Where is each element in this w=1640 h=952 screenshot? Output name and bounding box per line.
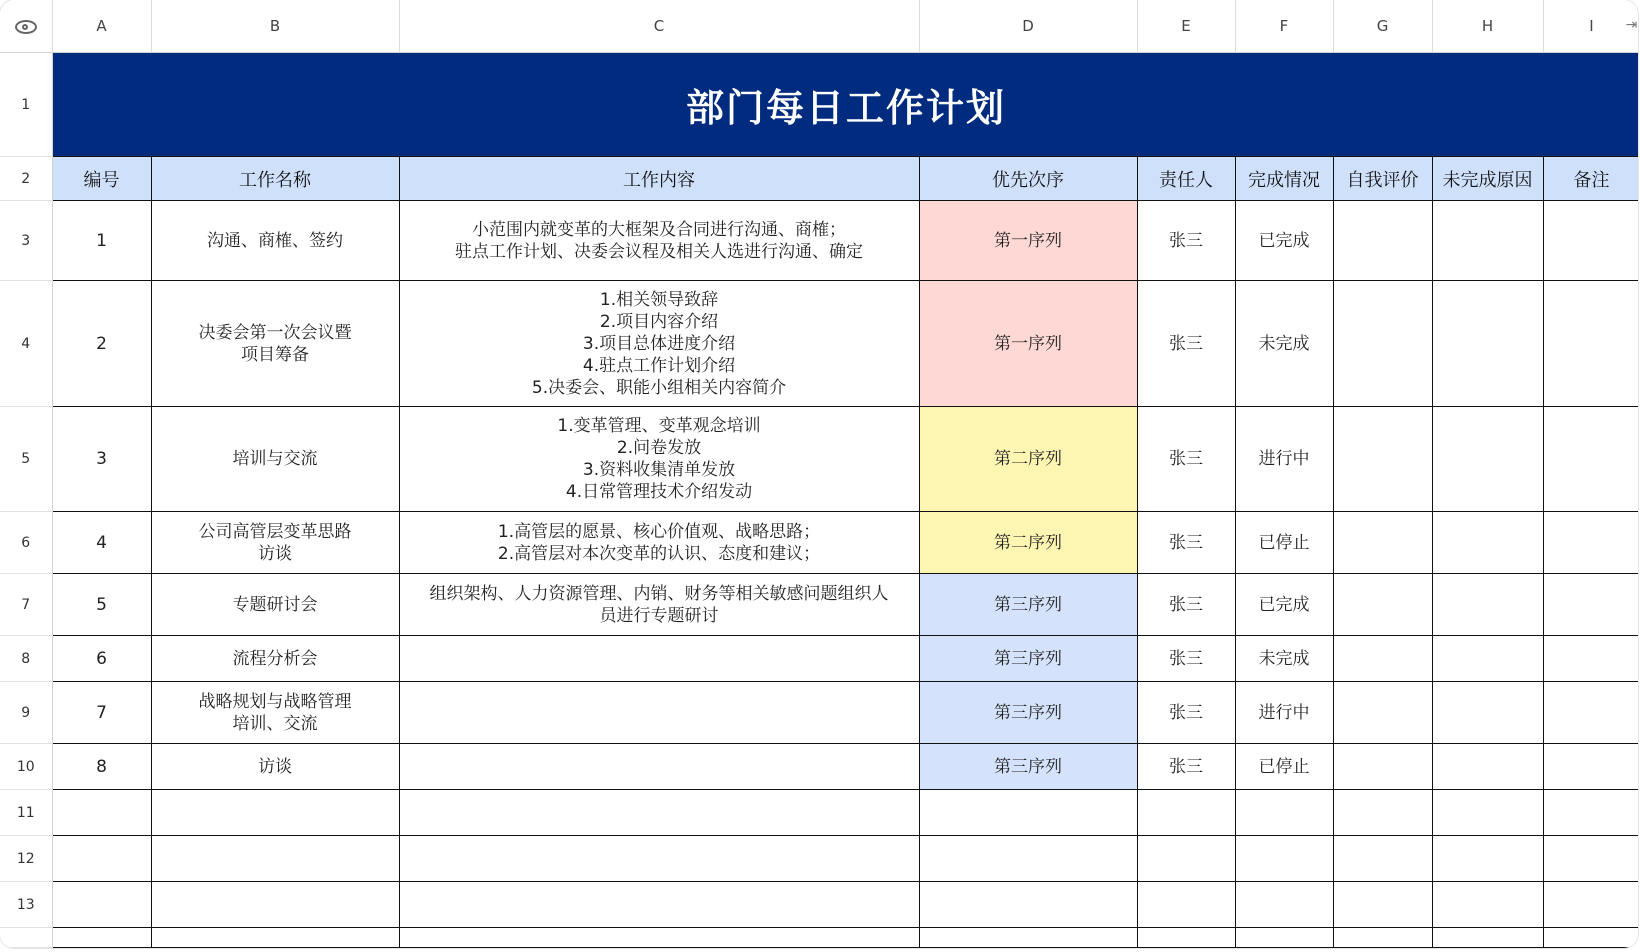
eye-icon[interactable] [15,20,37,34]
cell-number[interactable]: 2 [52,281,151,407]
cell-status[interactable]: 已完成 [1235,201,1333,281]
cell-task-content[interactable] [399,744,919,790]
column-header-g[interactable]: G [1333,0,1432,53]
cell-notes[interactable] [1543,682,1638,744]
header-row [0,157,1638,201]
cell-self-evaluation[interactable] [1333,636,1432,682]
cell-notes[interactable] [1543,512,1638,574]
sheet-title[interactable]: 部门每日工作计划 [52,53,1638,157]
cell-priority[interactable]: 第一序列 [919,201,1137,281]
empty-cell[interactable] [1543,836,1638,882]
column-header-d[interactable]: D [919,0,1137,53]
select-all-corner[interactable] [0,0,52,53]
cell-priority[interactable]: 第二序列 [919,512,1137,574]
empty-cell[interactable] [919,882,1137,928]
column-header-row [0,0,1638,53]
column-header-h[interactable]: H [1432,0,1543,53]
empty-cell[interactable] [52,836,151,882]
row-header-11[interactable]: 11 [0,790,52,836]
cell-number[interactable]: 4 [52,512,151,574]
empty-cell[interactable] [1543,882,1638,928]
header-status[interactable]: 完成情况 [1235,157,1333,201]
cell-incomplete-reason[interactable] [1432,574,1543,636]
cell-number[interactable]: 3 [52,407,151,512]
cell-status[interactable]: 已完成 [1235,574,1333,636]
cell-status[interactable]: 未完成 [1235,281,1333,407]
cell-incomplete-reason[interactable] [1432,201,1543,281]
cell-task-name[interactable]: 流程分析会 [151,636,399,682]
empty-cell[interactable] [52,790,151,836]
table-row [0,201,1638,281]
cell-owner[interactable]: 张三 [1137,281,1235,407]
cell-self-evaluation[interactable] [1333,512,1432,574]
cell-self-evaluation[interactable] [1333,574,1432,636]
column-header-b[interactable]: B [151,0,399,53]
empty-cell[interactable] [399,790,919,836]
empty-cell[interactable] [151,790,399,836]
table-row [0,636,1638,682]
title-row [0,53,1638,157]
empty-cell[interactable] [399,836,919,882]
table-row [0,512,1638,574]
column-header-a[interactable]: A [52,0,151,53]
empty-cell[interactable] [1333,836,1432,882]
cell-owner[interactable]: 张三 [1137,407,1235,512]
empty-cell[interactable] [52,882,151,928]
cell-notes[interactable] [1543,574,1638,636]
empty-cell[interactable] [919,836,1137,882]
cell-owner[interactable]: 张三 [1137,636,1235,682]
column-header-e[interactable]: E [1137,0,1235,53]
cell-incomplete-reason[interactable] [1432,281,1543,407]
empty-cell[interactable] [1432,790,1543,836]
empty-cell[interactable] [1333,882,1432,928]
cell-task-name[interactable]: 培训与交流 [151,407,399,512]
empty-cell[interactable] [399,928,919,948]
table-row [0,407,1638,512]
cell-notes[interactable] [1543,636,1638,682]
cell-owner[interactable]: 张三 [1137,574,1235,636]
cell-number[interactable]: 5 [52,574,151,636]
empty-row [0,790,1638,836]
cell-status[interactable]: 已停止 [1235,744,1333,790]
empty-cell[interactable] [1137,790,1235,836]
cell-task-name[interactable]: 专题研讨会 [151,574,399,636]
empty-cell[interactable] [1235,836,1333,882]
cell-incomplete-reason[interactable] [1432,636,1543,682]
empty-cell[interactable] [1235,928,1333,948]
row-header-13[interactable]: 13 [0,882,52,928]
cell-self-evaluation[interactable] [1333,744,1432,790]
cell-task-name[interactable]: 决委会第一次会议暨 项目筹备 [151,281,399,407]
row-header-partial[interactable] [0,928,52,948]
empty-cell[interactable] [399,882,919,928]
cell-owner[interactable]: 张三 [1137,201,1235,281]
cell-priority[interactable]: 第三序列 [919,636,1137,682]
header-notes[interactable]: 备注 [1543,157,1638,201]
empty-cell[interactable] [1432,836,1543,882]
empty-cell[interactable] [1137,882,1235,928]
cell-owner[interactable]: 张三 [1137,512,1235,574]
empty-cell[interactable] [1235,790,1333,836]
cell-notes[interactable] [1543,201,1638,281]
cell-self-evaluation[interactable] [1333,201,1432,281]
column-header-f[interactable]: F [1235,0,1333,53]
empty-cell[interactable] [1235,882,1333,928]
row-header-6[interactable]: 6 [0,512,52,574]
cell-priority[interactable]: 第三序列 [919,682,1137,744]
empty-cell[interactable] [919,928,1137,948]
row-header-5[interactable]: 5 [0,407,52,512]
empty-cell[interactable] [151,836,399,882]
cell-priority[interactable]: 第一序列 [919,281,1137,407]
cell-self-evaluation[interactable] [1333,407,1432,512]
cell-status[interactable]: 已停止 [1235,512,1333,574]
cell-owner[interactable]: 张三 [1137,682,1235,744]
empty-cell[interactable] [1543,790,1638,836]
empty-cell[interactable] [52,928,151,948]
cell-notes[interactable] [1543,407,1638,512]
header-incomplete-reason[interactable]: 未完成原因 [1432,157,1543,201]
row-header-12[interactable]: 12 [0,836,52,882]
cell-incomplete-reason[interactable] [1432,744,1543,790]
cell-task-content[interactable]: 1.高管层的愿景、核心价值观、战略思路； 2.高管层对本次变革的认识、态度和建议； [399,512,919,574]
empty-cell[interactable] [1543,928,1638,948]
empty-row [0,836,1638,882]
header-self-evaluation[interactable]: 自我评价 [1333,157,1432,201]
empty-cell[interactable] [151,928,399,948]
column-letter-i: I [1589,17,1594,35]
cell-priority[interactable]: 第三序列 [919,744,1137,790]
partial-row [0,928,1638,948]
column-resize-icon[interactable]: ⇥ [1625,17,1638,33]
cell-task-name[interactable]: 沟通、商榷、签约 [151,201,399,281]
cell-priority[interactable]: 第三序列 [919,574,1137,636]
cell-task-content[interactable]: 小范围内就变革的大框架及合同进行沟通、商榷； 驻点工作计划、决委会议程及相关人选进行沟通、确定 [399,201,919,281]
row-header-3[interactable]: 3 [0,201,52,281]
header-priority[interactable]: 优先次序 [919,157,1137,201]
cell-status[interactable]: 未完成 [1235,636,1333,682]
cell-incomplete-reason[interactable] [1432,407,1543,512]
row-header-7[interactable]: 7 [0,574,52,636]
row-header-9[interactable]: 9 [0,682,52,744]
cell-task-name[interactable]: 公司高管层变革思路 访谈 [151,512,399,574]
table-row [0,574,1638,636]
header-task-content[interactable]: 工作内容 [399,157,919,201]
row-header-4[interactable]: 4 [0,281,52,407]
header-task-name[interactable]: 工作名称 [151,157,399,201]
table-row [0,682,1638,744]
cell-incomplete-reason[interactable] [1432,682,1543,744]
cell-incomplete-reason[interactable] [1432,512,1543,574]
cell-status[interactable]: 进行中 [1235,682,1333,744]
cell-task-name[interactable]: 访谈 [151,744,399,790]
row-header-1[interactable]: 1 [0,53,52,157]
empty-row [0,882,1638,928]
empty-cell[interactable] [1432,882,1543,928]
table-row [0,744,1638,790]
cell-self-evaluation[interactable] [1333,682,1432,744]
cell-task-content[interactable]: 1.变革管理、变革观念培训 2.问卷发放 3.资料收集清单发放 4.日常管理技术介绍发动 [399,407,919,512]
empty-cell[interactable] [1333,790,1432,836]
cell-number[interactable]: 1 [52,201,151,281]
cell-number[interactable]: 6 [52,636,151,682]
cell-number[interactable]: 7 [52,682,151,744]
cell-task-content[interactable] [399,636,919,682]
empty-cell[interactable] [1137,928,1235,948]
row-header-10[interactable]: 10 [0,744,52,790]
cell-priority[interactable]: 第二序列 [919,407,1137,512]
cell-notes[interactable] [1543,281,1638,407]
cell-notes[interactable] [1543,744,1638,790]
header-owner[interactable]: 责任人 [1137,157,1235,201]
cell-task-name[interactable]: 战略规划与战略管理 培训、交流 [151,682,399,744]
cell-task-content[interactable]: 1.相关领导致辞 2.项目内容介绍 3.项目总体进度介绍 4.驻点工作计划介绍 5.决委会、职能小组相关内容简介 [399,281,919,407]
empty-cell[interactable] [1333,928,1432,948]
row-header-2[interactable]: 2 [0,157,52,201]
header-number[interactable]: 编号 [52,157,151,201]
column-header-i[interactable] [1543,0,1638,53]
empty-cell[interactable] [1137,836,1235,882]
empty-cell[interactable] [919,790,1137,836]
cell-number[interactable]: 8 [52,744,151,790]
empty-cell[interactable] [151,882,399,928]
cell-task-content[interactable] [399,682,919,744]
column-header-c[interactable]: C [399,0,919,53]
cell-self-evaluation[interactable] [1333,281,1432,407]
empty-cell[interactable] [1432,928,1543,948]
table-row [0,281,1638,407]
cell-task-content[interactable]: 组织架构、人力资源管理、内销、财务等相关敏感问题组织人 员进行专题研讨 [399,574,919,636]
row-header-8[interactable]: 8 [0,636,52,682]
cell-status[interactable]: 进行中 [1235,407,1333,512]
cell-owner[interactable]: 张三 [1137,744,1235,790]
